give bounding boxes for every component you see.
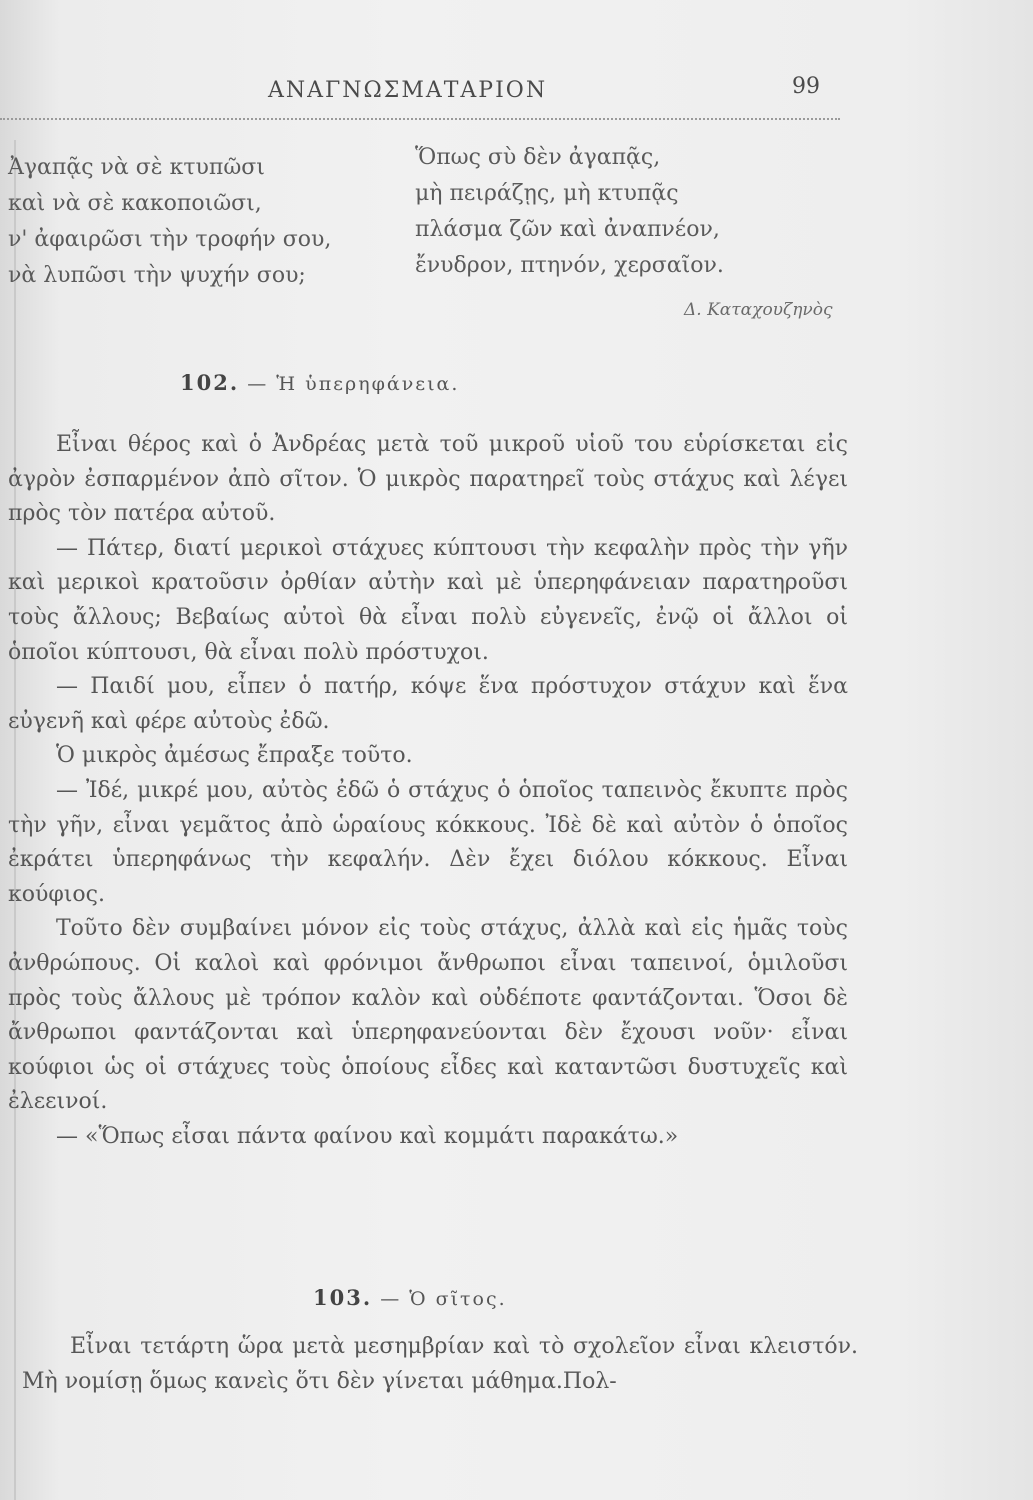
poem-line: Ὅπως σὺ δὲν ἀγαπᾷς, [415,145,661,170]
poem-line: νὰ λυπῶσι τὴν ψυχήν σου; [8,263,306,288]
paragraph: Ὁ μικρὸς ἀμέσως ἔπραξε τοῦτο. [56,743,413,769]
section-dash: — [247,373,269,395]
running-header-title: ΑΝΑΓΝΩΣΜΑΤΑΡΙΟΝ [268,78,548,103]
paragraph: — Ἰδέ, μικρέ μου, αὐτὸς ἐδῶ ὁ στάχυς ὁ ὁποῖος ταπεινὸς ἔκυπτε πρὸς τὴν γῆν, εἶναι γεμᾶτος ἀπὸ ὡραίους κόκκους. Ἰδὲ δὲ καὶ αὐτὸν ὁ ὁποῖος ἐκράτει ὑπερηφάνως τὴν κεφαλήν. Δὲν ἔχει διόλου κόκκους. Εἶναι κούφιος. [8,777,848,907]
section-number: 103. [313,1285,373,1310]
header-rule [0,118,840,120]
poem-line: ἔνυδρον, πτηνόν, χερσαῖον. [415,253,724,278]
paragraph: Τοῦτο δὲν συμβαίνει μόνον εἰς τοὺς στάχυς, ἀλλὰ καὶ εἰς ἡμᾶς τοὺς ἀνθρώπους. Οἱ καλοὶ καὶ φρόνιμοι ἄνθρωποι εἶναι ταπεινοί, ὁμιλοῦσι πρὸς τοὺς ἄλλους μὲ τρόπον καλὸν καὶ οὐδέποτε φαντάζονται. Ὅσοι δὲ ἄνθρωποι φαντάζονται καὶ ὑπερηφανεύονται δὲν ἔχουσι νοῦν· εἶναι κούφιοι ὡς οἱ στάχυες τοὺς ὁποίους εἶδες καὶ καταντῶσι δυστυχεῖς καὶ ἐλεεινοί. [8,916,848,1115]
section-103-body [22,1330,858,1399]
poem-left-stanza [8,150,388,294]
section-103-heading [313,1285,507,1310]
poem-line: καὶ νὰ σὲ κακοποιῶσι, [8,191,262,216]
section-102-heading [180,370,459,395]
paragraph: Εἶναι θέρος καὶ ὁ Ἀνδρέας μετὰ τοῦ μικροῦ υἱοῦ του εὑρίσκεται εἰς ἀγρὸν ἐσπαρμένον ἀπὸ σῖτον. Ὁ μικρὸς παρατηρεῖ τοὺς στάχυς καὶ λέγει πρὸς τὸν πατέρα αὐτοῦ. [8,432,848,527]
page-number: 99 [792,74,820,99]
paragraph: — «Ὅπως εἶσαι πάντα φαίνου καὶ κομμάτι παρακάτω.» [56,1123,679,1149]
poem-line: πλάσμα ζῶν καὶ ἀναπνέον, [415,217,720,242]
section-dash: — [380,1288,402,1310]
section-title: Ἡ ὑπερηφάνεια. [276,373,460,395]
section-102-body [8,428,848,1154]
poem-right-stanza [415,140,835,284]
poem-line: Ἀγαπᾷς νὰ σὲ κτυπῶσι [8,155,265,180]
paragraph: — Παιδί μου, εἶπεν ὁ πατήρ, κόψε ἕνα πρόστυχον στάχυν καὶ ἕνα εὐγενῆ καὶ φέρε αὐτοὺς ἐδῶ. [8,674,848,734]
poem-author: Δ. Καταχουζηνὸς [684,300,833,320]
paragraph: Εἶναι τετάρτη ὥρα μετὰ μεσημβρίαν καὶ τὸ σχολεῖον εἶναι κλειστόν. Μὴ νομίσῃ ὅμως κανεὶς ὅτι δὲν γίνεται μάθημα.Πολ- [22,1334,858,1394]
section-number: 102. [180,370,240,395]
section-title: Ὁ σῖτος. [409,1288,507,1310]
poem-line: ν' ἀφαιρῶσι τὴν τροφήν σου, [8,227,332,252]
poem-line: μὴ πειράζῃς, μὴ κτυπᾷς [415,181,679,206]
paragraph: — Πάτερ, διατί μερικοὶ στάχυες κύπτουσι τὴν κεφαλὴν πρὸς τὴν γῆν καὶ μερικοὶ κρατοῦσιν ὀρθίαν αὐτὴν καὶ μὲ ὑπερηφάνειαν παρατηροῦσι τοὺς ἄλλους; Βεβαίως αὐτοὶ θὰ εἶναι πολὺ εὐγενεῖς, ἐνῷ οἱ ἄλλοι οἱ ὁποῖοι κύπτουσι, θὰ εἶναι πολὺ πρόστυχοι. [8,535,848,665]
